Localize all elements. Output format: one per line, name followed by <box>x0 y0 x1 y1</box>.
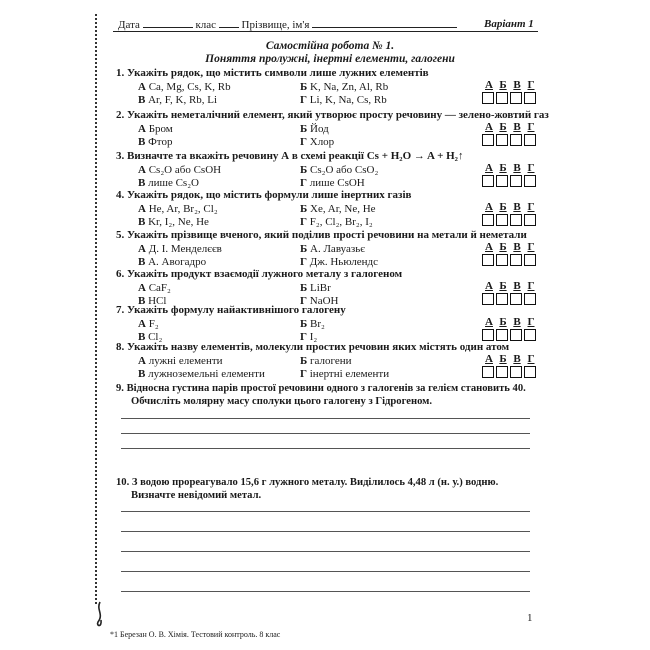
question-5: 5. Укажіть прізвище вченого, який поділив прості речовини на метали й неметали <box>116 229 527 241</box>
date-blank <box>143 18 193 28</box>
name-blank <box>312 18 457 28</box>
q3-option-d: Г лише CsOH <box>300 177 365 189</box>
q1-answer-grid: А Б В Г <box>482 79 538 104</box>
page-number: 1 <box>527 612 533 624</box>
q6-option-b: Б LiBr <box>300 282 331 294</box>
answer-box[interactable] <box>482 293 494 305</box>
q3-option-a: А Cs₂O або CsOH <box>138 164 222 176</box>
answer-box[interactable] <box>524 175 536 187</box>
answer-box[interactable] <box>496 214 508 226</box>
answer-box[interactable] <box>482 254 494 266</box>
q2-answer-grid: А Б В Г <box>482 121 538 146</box>
question-9-line-2: Обчисліть молярну масу сполуки цього галогену з Гідрогеном. <box>131 396 433 407</box>
answer-box[interactable] <box>482 134 494 146</box>
q4-option-b: Б Xe, Ar, Ne, He <box>300 203 376 215</box>
q4-option-a: А He, Ar, Br₂, Cl₂ <box>138 203 218 215</box>
q2-option-c: В Фтор <box>138 136 173 148</box>
q2-option-d: Г Хлор <box>300 136 335 148</box>
q7-answer-grid: А Б В Г <box>482 316 538 341</box>
answer-line[interactable] <box>121 448 530 449</box>
footnote: *1 Березан О. В. Хімія. Тестовий контроль. 8 клас <box>110 630 281 639</box>
question-10-line-1: 10. З водою прореагувало 15,6 г лужного металу. Виділилось 4,48 л (н. у.) водню. <box>116 477 499 488</box>
pencil-mark-icon <box>90 600 110 630</box>
q7-option-a: А F₂ <box>138 318 159 330</box>
answer-line[interactable] <box>121 571 530 572</box>
question-10-line-2: Визначте невідомий метал. <box>131 490 262 501</box>
q5-option-a: А Д. І. Менделєєв <box>138 243 222 255</box>
q3-option-c: В лише Cs₂O <box>138 177 199 189</box>
answer-box[interactable] <box>510 214 522 226</box>
question-4: 4. Укажіть рядок, що містить формули лише інертних газів <box>116 189 412 201</box>
q5-option-b: Б А. Лавуазьє <box>300 243 365 255</box>
question-3: 3. Визначте та вкажіть речовину А в схемі реакції Cs + H₂O → A + H₂↑ <box>116 150 464 162</box>
question-6: 6. Укажіть продукт взаємодії лужного металу з галогеном <box>116 268 403 280</box>
answer-box[interactable] <box>524 293 536 305</box>
answer-box[interactable] <box>496 329 508 341</box>
question-9-line-1: 9. Відносна густина парів простої речовини одного з галогенів за гелієм становить 40. <box>116 383 526 394</box>
q8-option-c: В лужноземельні елементи <box>138 368 265 380</box>
question-7: 7. Укажіть формулу найактивнішого галогену <box>116 304 346 316</box>
name-label: Прізвище, ім'я <box>241 19 310 31</box>
q1-option-a: А Ca, Mg, Cs, K, Rb <box>138 81 231 93</box>
answer-box[interactable] <box>510 254 522 266</box>
q8-option-b: Б галогени <box>300 355 352 367</box>
q6-option-c: В HCl <box>138 295 167 307</box>
answer-box[interactable] <box>510 293 522 305</box>
question-8: 8. Укажіть назву елементів, молекули простих речовин яких містять один атом <box>116 341 510 353</box>
answer-box[interactable] <box>496 366 508 378</box>
answer-box[interactable] <box>482 329 494 341</box>
answer-box[interactable] <box>482 366 494 378</box>
q8-option-d: Г інертні елементи <box>300 368 390 380</box>
answer-box[interactable] <box>482 175 494 187</box>
q4-answer-grid: А Б В Г <box>482 201 538 226</box>
answer-line[interactable] <box>121 418 530 419</box>
q1-option-b: Б K, Na, Zn, Al, Rb <box>300 81 389 93</box>
variant-label: Варіант 1 <box>484 18 534 30</box>
header <box>118 18 457 31</box>
q4-option-d: Г F₂, Cl₂, Br₂, I₂ <box>300 216 373 228</box>
title-line-1: Самостійна робота № 1. <box>265 40 395 52</box>
q7-option-d: Г I₂ <box>300 331 318 343</box>
answer-box[interactable] <box>524 214 536 226</box>
q7-option-c: В Cl₂ <box>138 331 163 343</box>
answer-line[interactable] <box>121 591 530 592</box>
q1-option-d: Г Li, K, Na, Cs, Rb <box>300 94 387 106</box>
q2-option-b: Б Йод <box>300 123 329 135</box>
q7-option-b: Б Br₂ <box>300 318 325 330</box>
answer-line[interactable] <box>121 531 530 532</box>
answer-box[interactable] <box>482 92 494 104</box>
answer-box[interactable] <box>524 329 536 341</box>
q6-option-a: А CaF₂ <box>138 282 171 294</box>
question-1: 1. Укажіть рядок, що містить символи лише лужних елементів <box>116 67 429 79</box>
answer-box[interactable] <box>496 175 508 187</box>
perforation-line <box>95 14 97 604</box>
answer-box[interactable] <box>510 175 522 187</box>
answer-box[interactable] <box>510 329 522 341</box>
answer-box[interactable] <box>496 92 508 104</box>
answer-line[interactable] <box>121 551 530 552</box>
answer-box[interactable] <box>524 92 536 104</box>
answer-box[interactable] <box>496 134 508 146</box>
header-rule <box>113 31 538 32</box>
answer-box[interactable] <box>510 134 522 146</box>
q1-option-c: В Ar, F, K, Rb, Li <box>138 94 218 106</box>
q2-option-a: А Бром <box>138 123 173 135</box>
answer-line[interactable] <box>121 433 530 434</box>
answer-box[interactable] <box>496 293 508 305</box>
q3-answer-grid: А Б В Г <box>482 162 538 187</box>
class-blank <box>219 18 239 28</box>
answer-box[interactable] <box>510 92 522 104</box>
q3-option-b: Б Cs₂O або CsO₂ <box>300 164 379 176</box>
answer-box[interactable] <box>482 214 494 226</box>
title-line-2: Поняття пролужні, інертні елементи, галогени <box>205 53 455 65</box>
q5-answer-grid: А Б В Г <box>482 241 538 266</box>
answer-box[interactable] <box>510 366 522 378</box>
date-label: Дата <box>118 19 140 31</box>
answer-line[interactable] <box>121 511 530 512</box>
q6-answer-grid: А Б В Г <box>482 280 538 305</box>
q5-option-d: Г Дж. Ньюлендс <box>300 256 378 268</box>
answer-box[interactable] <box>524 254 536 266</box>
answer-box[interactable] <box>524 134 536 146</box>
question-2: 2. Укажіть неметалічний елемент, який утворює просту речовину — зелено-жовтий газ <box>116 109 549 121</box>
answer-box[interactable] <box>496 254 508 266</box>
q5-option-c: В А. Авогадро <box>138 256 207 268</box>
q6-option-d: Г NaOH <box>300 295 339 307</box>
class-label: клас <box>195 19 217 31</box>
q8-answer-grid: А Б В Г <box>482 353 538 378</box>
answer-box[interactable] <box>524 366 536 378</box>
q4-option-c: В Kr, I₂, Ne, He <box>138 216 209 228</box>
q8-option-a: А лужні елементи <box>138 355 223 367</box>
